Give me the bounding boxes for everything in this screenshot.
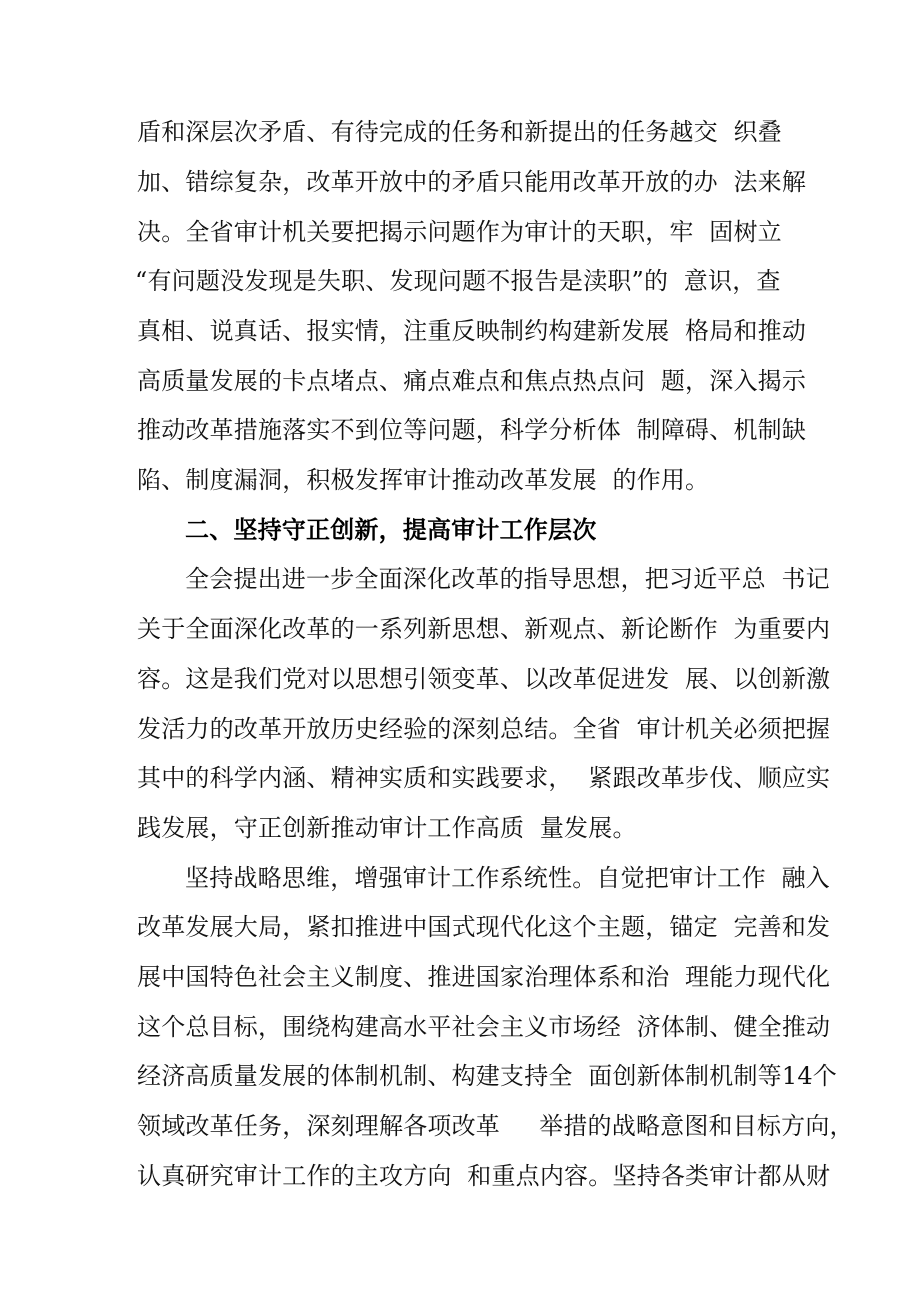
paragraph-line: 其中的科学内涵、精神实质和实践要求， 紧跟改革步伐、顺应实 [137, 764, 831, 792]
paragraph-line: 认真研究审计工作的主攻方向 和重点内容。坚持各类审计都从财 [137, 1162, 831, 1190]
paragraph-line: 发活力的改革开放历史经验的深刻总结。全省 审计机关必须把握 [137, 715, 831, 743]
paragraph-line: 陷、制度漏洞，积极发挥审计推动改革发展 的作用。 [137, 466, 710, 494]
paragraph-line: 坚持战略思维，增强审计工作系统性。自觉把审计工作 融入 [185, 864, 830, 892]
paragraph-line: “有问题没发现是失职、发现问题不报告是渎职”的 意识，查 [135, 267, 781, 295]
paragraph-line: 改革发展大局，紧扣推进中国式现代化这个主题，锚定 完善和发 [137, 913, 831, 941]
paragraph-line: 经济高质量发展的体制机制、构建支持全 面创新体制机制等14个 [137, 1062, 837, 1090]
paragraph-line: 盾和深层次矛盾、有待完成的任务和新提出的任务越交 织叠 [137, 118, 782, 146]
paragraph-line: 容。这是我们党对以思想引领变革、以改革促进发 展、以创新激 [137, 665, 831, 693]
paragraph-line: 高质量发展的卡点堵点、痛点难点和焦点热点问 题，深入揭示 [137, 367, 807, 395]
paragraph-line: 领域改革任务，深刻理解各项改革 举措的战略意图和目标方向， [137, 1112, 854, 1140]
paragraph-line: 关于全面深化改革的一系列新思想、新观点、新论断作 为重要内 [137, 615, 831, 643]
paragraph-line: 加、错综复杂，改革开放中的矛盾只能用改革开放的办 法来解 [137, 168, 807, 196]
paragraph-line: 全会提出进一步全面深化改革的指导思想，把习近平总 书记 [185, 565, 830, 593]
paragraph-line: 展中国特色社会主义制度、推进国家治理体系和治 理能力现代化 [137, 963, 831, 991]
section-heading: 二、坚持守正创新，提高审计工作层次 [185, 515, 597, 544]
paragraph-line: 推动改革措施落实不到位等问题，科学分析体 制障碍、机制缺 [137, 416, 807, 444]
paragraph-line: 这个总目标，围绕构建高水平社会主义市场经 济体制、健全推动 [137, 1013, 831, 1041]
paragraph-line: 真相、说真话、报实情，注重反映制约构建新发展 格局和推动 [137, 317, 807, 345]
paragraph-line: 践发展，守正创新推动审计工作高质 量发展。 [137, 814, 637, 842]
paragraph-line: 决。全省审计机关要把揭示问题作为审计的天职，牢 固树立 [137, 218, 782, 246]
